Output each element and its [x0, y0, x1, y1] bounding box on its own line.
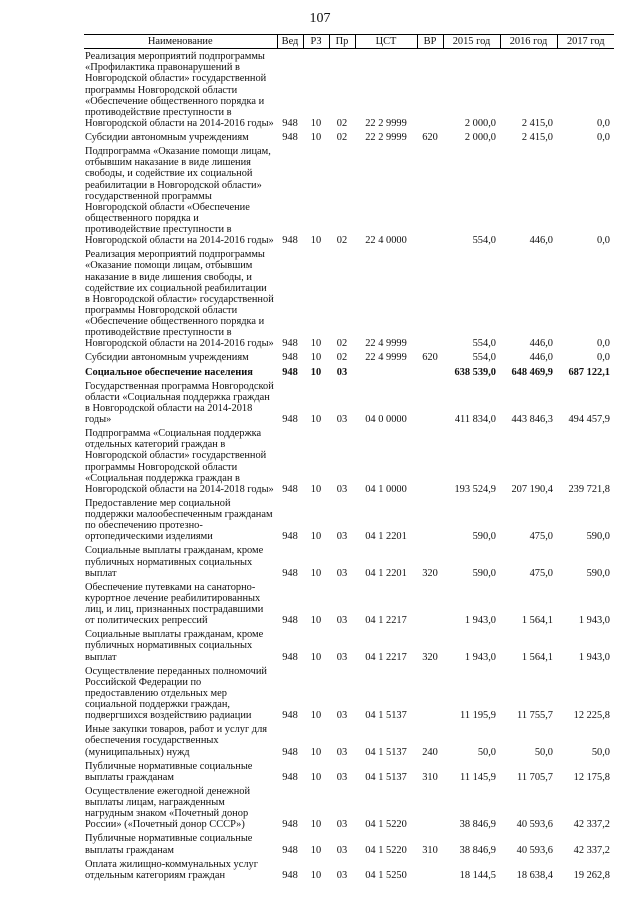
row-ved: 948: [282, 746, 298, 758]
row-2015: 11 195,9: [460, 710, 496, 722]
row-name: Предоставление мер социальной поддержки малообеспеченным гражданам по обеспечению протезно-ортопедическими изделиями: [85, 497, 273, 543]
row-cst: 22 4 9999: [365, 338, 407, 350]
row-cst: 22 2 9999: [365, 117, 407, 129]
row-2017: 12 225,8: [573, 710, 610, 722]
row-vr: [417, 580, 443, 628]
table-row: [84, 759, 614, 784]
row-2016: 207 190,4: [511, 483, 553, 495]
row-2017: 239 721,8: [568, 483, 610, 495]
row-cst: 04 1 5220: [365, 819, 407, 831]
row-2017: 1 943,0: [578, 615, 610, 627]
col-header-vr: ВР: [417, 35, 443, 49]
row-2015: 590,0: [472, 567, 496, 579]
row-2016: 2 415,0: [521, 132, 553, 143]
row-2016: 11 755,7: [517, 710, 553, 722]
row-rz: 10: [310, 746, 322, 758]
row-2015: 2 000,0: [464, 117, 496, 129]
row-2016: 446,0: [529, 338, 553, 350]
row-pr: 02: [336, 117, 348, 129]
row-pr: 03: [336, 414, 348, 425]
row-cst: 04 1 2217: [365, 651, 407, 663]
row-rz: 10: [310, 710, 322, 722]
row-rz: 10: [310, 819, 322, 831]
row-cst: [355, 365, 417, 379]
row-name: Государственная программа Новгородской области «Социальная поддержка граждан в Новгородской области на 2014-2018 годы»: [85, 380, 274, 425]
row-vr: 620: [422, 132, 438, 143]
row-2016: 40 593,6: [516, 819, 553, 831]
row-vr: [417, 49, 443, 130]
row-name: Реализация мероприятий подпрограммы «Профилактика правонарушений в Новгородской области» государственной программы Новгородской области «Обеспечение общественного порядка и противодействие преступности в Новгородской области на 2014-2016 годы»: [85, 51, 274, 129]
row-2016: 40 593,6: [516, 844, 553, 856]
row-pr: 03: [336, 844, 348, 856]
table-row: [84, 144, 614, 247]
row-2017: 0,0: [597, 235, 610, 247]
row-ved: 948: [282, 132, 298, 143]
row-2017: 590,0: [586, 567, 610, 579]
row-cst: 04 1 5220: [365, 844, 407, 856]
budget-table: [84, 34, 614, 882]
table-row: [84, 365, 614, 379]
row-name: Подпрограмма «Социальная поддержка отдельных категорий граждан в Новгородской области» государственной программы Новгородской области «Социальная поддержка граждан в Новгородской области на 2014-2018 годы»: [85, 428, 274, 495]
row-2016: 50,0: [534, 746, 553, 758]
table-row: [84, 627, 614, 663]
row-ved: 948: [282, 366, 298, 378]
col-header-2017: 2017 год: [557, 35, 614, 49]
row-ved: 948: [282, 414, 298, 425]
row-cst: 04 1 5250: [365, 869, 407, 881]
row-2015: 1 943,0: [464, 615, 496, 627]
row-pr: 03: [336, 869, 348, 881]
row-rz: 10: [310, 567, 322, 579]
row-2017: 19 262,8: [573, 869, 610, 881]
row-ved: 948: [282, 710, 298, 722]
row-2016: 18 638,4: [516, 869, 553, 881]
row-2015: 554,0: [472, 235, 496, 247]
row-pr: 03: [336, 746, 348, 758]
table-row: [84, 379, 614, 427]
row-rz: 10: [310, 531, 322, 543]
row-ved: 948: [282, 235, 298, 247]
col-header-name: Наименование: [84, 35, 277, 49]
row-rz: 10: [310, 771, 322, 783]
row-vr: [417, 664, 443, 723]
row-pr: 03: [336, 531, 348, 543]
row-vr: [417, 365, 443, 379]
row-vr: [417, 857, 443, 882]
row-2017: 12 175,8: [573, 771, 610, 783]
row-vr: 620: [422, 352, 438, 364]
table-row: [84, 722, 614, 758]
col-header-ved: Вед: [277, 35, 303, 49]
row-pr: 03: [336, 651, 348, 663]
row-2015: 590,0: [472, 531, 496, 543]
row-cst: 04 1 2201: [365, 531, 407, 543]
row-pr: 02: [336, 352, 348, 364]
table-row: [84, 543, 614, 579]
row-pr: 03: [336, 567, 348, 579]
row-vr: [417, 496, 443, 544]
row-rz: 10: [310, 352, 322, 364]
row-ved: 948: [282, 651, 298, 663]
row-pr: 03: [336, 366, 348, 378]
row-pr: 03: [336, 615, 348, 627]
col-header-2015: 2015 год: [443, 35, 500, 49]
row-2017: 1 943,0: [578, 651, 610, 663]
row-rz: 10: [310, 132, 322, 143]
row-rz: 10: [310, 844, 322, 856]
row-vr: 240: [422, 746, 438, 758]
row-pr: 03: [336, 771, 348, 783]
row-vr: [417, 379, 443, 427]
row-2016: 443 846,3: [511, 414, 553, 425]
row-cst: 22 2 9999: [365, 132, 407, 143]
row-vr: [417, 247, 443, 350]
row-ved: 948: [282, 844, 298, 856]
row-cst: 22 4 0000: [365, 235, 407, 247]
row-rz: 10: [310, 869, 322, 881]
row-2016: 475,0: [529, 567, 553, 579]
row-vr: [417, 784, 443, 832]
row-ved: 948: [282, 117, 298, 129]
row-2017: 50,0: [591, 746, 610, 758]
table-header-row: [84, 35, 614, 49]
row-rz: 10: [310, 235, 322, 247]
row-vr: 320: [422, 567, 438, 579]
row-ved: 948: [282, 567, 298, 579]
row-vr: 310: [422, 771, 438, 783]
row-cst: 04 1 2201: [365, 567, 407, 579]
row-vr: 310: [422, 844, 438, 856]
row-name: Подпрограмма «Оказание помощи лицам, отбывшим наказание в виде лишения свободы, и содействие их социальной реабилитации в Новгородской области» государственной программы Новгородской области «Обеспечение общественного порядка и противодействие преступности в Новгородской области на 2014-2016 годы»: [85, 146, 274, 247]
row-vr: [417, 144, 443, 247]
row-ved: 948: [282, 819, 298, 831]
row-ved: 948: [282, 771, 298, 783]
row-name: Осуществление переданных полномочий Российской Федерации по предоставлению отдельных мер социальной поддержки граждан, подвергшихся воздействию радиации: [85, 665, 267, 722]
row-rz: 10: [310, 414, 322, 425]
table-row: [84, 580, 614, 628]
col-header-cst: ЦСТ: [355, 35, 417, 49]
row-name: Реализация мероприятий подпрограммы «Оказание помощи лицам, отбывшим наказание в виде лишения свободы, и содействие их социальной реабилитации в Новгородской области» государственной программы Новгородской области «Обеспечение общественного порядка и противодействие преступности в Новгородской области на 2014-2016 годы»: [85, 249, 274, 350]
row-cst: 04 1 0000: [365, 483, 407, 495]
row-2016: 1 564,1: [521, 615, 553, 627]
row-rz: 10: [310, 483, 322, 495]
row-2016: 446,0: [529, 235, 553, 247]
row-rz: 10: [310, 651, 322, 663]
row-pr: 03: [336, 483, 348, 495]
row-pr: 03: [336, 710, 348, 722]
row-2015: 38 846,9: [459, 819, 496, 831]
row-cst: 04 1 2217: [365, 615, 407, 627]
row-2015: 50,0: [477, 746, 496, 758]
row-vr: [417, 426, 443, 496]
table-row: [84, 664, 614, 723]
table-row: [84, 496, 614, 544]
row-2017: 0,0: [597, 117, 610, 129]
row-rz: 10: [310, 338, 322, 350]
row-cst: 04 1 5137: [365, 746, 407, 758]
table-row: [84, 857, 614, 882]
row-name: Субсидии автономным учреждениям: [85, 352, 249, 364]
col-header-pr: Пр: [329, 35, 355, 49]
row-rz: 10: [310, 366, 322, 378]
row-ved: 948: [282, 615, 298, 627]
row-2015: 554,0: [472, 338, 496, 350]
table-body: [84, 49, 614, 882]
row-2017: 494 457,9: [568, 414, 610, 425]
col-header-2016: 2016 год: [500, 35, 557, 49]
row-2016: 1 564,1: [521, 651, 553, 663]
row-2017: 0,0: [597, 338, 610, 350]
row-name: Осуществление ежегодной денежной выплаты лицам, награжденным нагрудным знаком «Почетный донор России» («Почетный донор СССР»): [85, 785, 251, 831]
table-row: [84, 247, 614, 350]
row-2016: 446,0: [529, 352, 553, 364]
row-2017: 0,0: [597, 352, 610, 364]
row-name: Социальные выплаты гражданам, кроме публичных нормативных социальных выплат: [85, 629, 264, 663]
row-ved: 948: [282, 483, 298, 495]
row-2017: 687 122,1: [568, 366, 610, 378]
row-name: Иные закупки товаров, работ и услуг для обеспечения государственных (муниципальных) нужд: [85, 724, 268, 758]
row-cst: 04 0 0000: [365, 414, 407, 425]
row-vr: 320: [422, 651, 438, 663]
table-row: [84, 130, 614, 144]
row-cst: 04 1 5137: [365, 710, 407, 722]
row-2015: 18 144,5: [459, 869, 496, 881]
row-rz: 10: [310, 615, 322, 627]
row-2015: 411 834,0: [454, 414, 496, 425]
row-cst: 22 4 9999: [365, 352, 407, 364]
row-name: Социальные выплаты гражданам, кроме публичных нормативных социальных выплат: [85, 545, 264, 579]
row-pr: 02: [336, 235, 348, 247]
row-2015: 11 145,9: [460, 771, 496, 783]
row-ved: 948: [282, 352, 298, 364]
row-2015: 554,0: [472, 352, 496, 364]
page-number: 107: [309, 11, 331, 26]
row-name: Публичные нормативные социальные выплаты гражданам: [85, 833, 253, 856]
row-2015: 193 524,9: [454, 483, 496, 495]
row-name: Обеспечение путевками на санаторно-курортное лечение реабилитированных лиц, и лиц, признанных пострадавшими от политических репрессий: [85, 581, 264, 627]
row-name: Социальное обеспечение населения: [85, 366, 253, 378]
row-name: Субсидии автономным учреждениям: [85, 132, 249, 143]
row-pr: 02: [336, 132, 348, 143]
row-cst: 04 1 5137: [365, 771, 407, 783]
row-name: Оплата жилищно-коммунальных услуг отдельным категориям граждан: [85, 858, 259, 881]
row-2017: 42 337,2: [573, 819, 610, 831]
col-header-rz: РЗ: [303, 35, 329, 49]
row-2016: 648 469,9: [511, 366, 553, 378]
table-row: [84, 784, 614, 832]
row-2015: 38 846,9: [459, 844, 496, 856]
row-2016: 475,0: [529, 531, 553, 543]
row-ved: 948: [282, 869, 298, 881]
table-row: [84, 831, 614, 856]
row-ved: 948: [282, 338, 298, 350]
row-2016: 11 705,7: [517, 771, 553, 783]
row-pr: 02: [336, 338, 348, 350]
row-2016: 2 415,0: [521, 117, 553, 129]
row-rz: 10: [310, 117, 322, 129]
row-2015: 638 539,0: [454, 366, 496, 378]
row-name: Публичные нормативные социальные выплаты гражданам: [85, 760, 253, 783]
table-row: [84, 49, 614, 130]
row-pr: 03: [336, 819, 348, 831]
row-2017: 0,0: [597, 132, 610, 143]
row-2017: 42 337,2: [573, 844, 610, 856]
row-2015: 2 000,0: [464, 132, 496, 143]
row-ved: 948: [282, 531, 298, 543]
table-row: [84, 426, 614, 496]
row-2015: 1 943,0: [464, 651, 496, 663]
table-row: [84, 350, 614, 364]
row-2017: 590,0: [586, 531, 610, 543]
